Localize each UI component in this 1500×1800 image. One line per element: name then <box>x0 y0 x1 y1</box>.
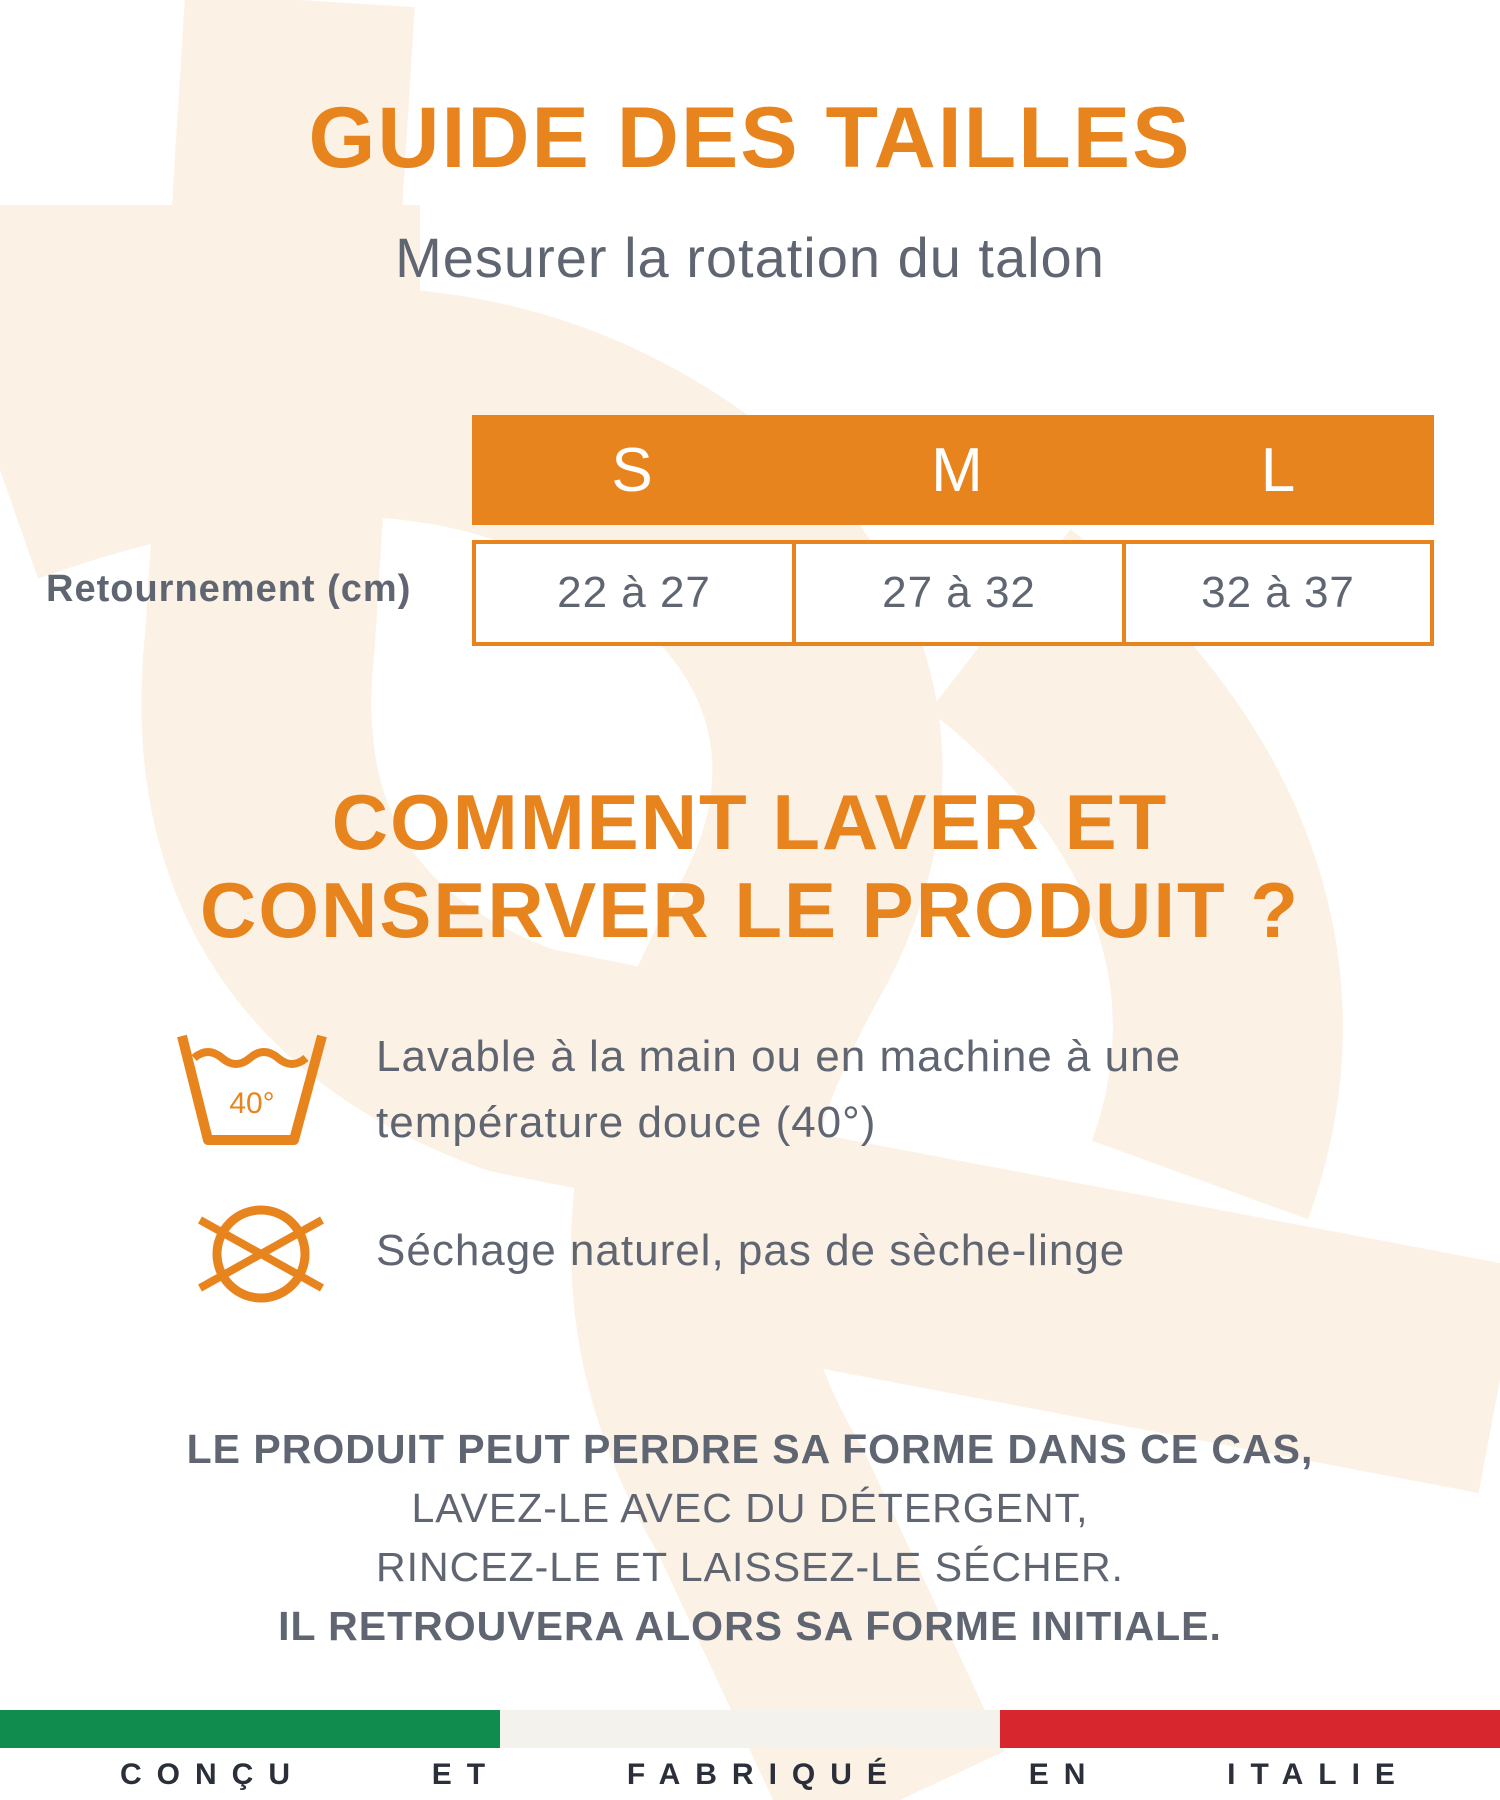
footer-word-4: EN <box>1028 1758 1101 1791</box>
notice-line-3: RINCEZ-LE ET LAISSEZ-LE SÉCHER. <box>376 1544 1124 1590</box>
notice-line-1: LE PRODUIT PEUT PERDRE SA FORME DANS CE CAS, <box>186 1426 1314 1472</box>
size-guide-title: GUIDE DES TAILLES <box>308 90 1192 186</box>
size-table-row <box>472 540 1434 646</box>
wash-temperature-label: 40° <box>229 1087 275 1120</box>
footer-word-3: FABRIQUÉ <box>626 1758 902 1791</box>
size-value-s: 22 à 27 <box>472 540 796 646</box>
size-header-s: S <box>611 435 653 505</box>
footer-word-5: ITALIE <box>1227 1758 1410 1791</box>
size-row-label: Retournement (cm) <box>46 568 412 610</box>
notice-line-4: IL RETROUVERA ALORS SA FORME INITIALE. <box>278 1603 1222 1649</box>
care-title-line-2: CONSERVER LE PRODUIT ? <box>199 866 1300 954</box>
size-value-l: 32 à 37 <box>1122 540 1434 646</box>
size-table-header <box>472 415 1434 525</box>
flag-white <box>500 1710 1000 1748</box>
size-value-m: 27 à 32 <box>792 540 1126 646</box>
wash-instruction <box>376 1024 1181 1156</box>
washing-tub-40-icon <box>176 1028 336 1148</box>
dry-instruction-line-1: Séchage naturel, pas de sèche-linge <box>376 1226 1126 1275</box>
italian-flag-stripe <box>0 1710 1500 1748</box>
flag-red <box>1000 1710 1500 1748</box>
flag-green <box>0 1710 500 1748</box>
shape-notice <box>0 1420 1500 1656</box>
dry-instruction <box>376 1218 1125 1284</box>
size-guide-subtitle: Mesurer la rotation du talon <box>395 226 1105 289</box>
made-in-italy-footer <box>0 1755 1500 1795</box>
wash-instruction-line-1: Lavable à la main ou en machine à une <box>376 1032 1182 1081</box>
footer-word-1: CONÇU <box>120 1758 305 1791</box>
care-title-line-1: COMMENT LAVER ET <box>331 778 1169 866</box>
footer-word-2: ET <box>431 1758 501 1791</box>
wash-instruction-line-2: température douce (40°) <box>376 1098 877 1147</box>
care-title <box>0 778 1500 954</box>
size-header-m: M <box>931 435 983 505</box>
notice-line-2: LAVEZ-LE AVEC DU DÉTERGENT, <box>411 1485 1089 1531</box>
size-header-l: L <box>1260 435 1296 505</box>
no-tumble-dry-icon <box>194 1200 328 1308</box>
